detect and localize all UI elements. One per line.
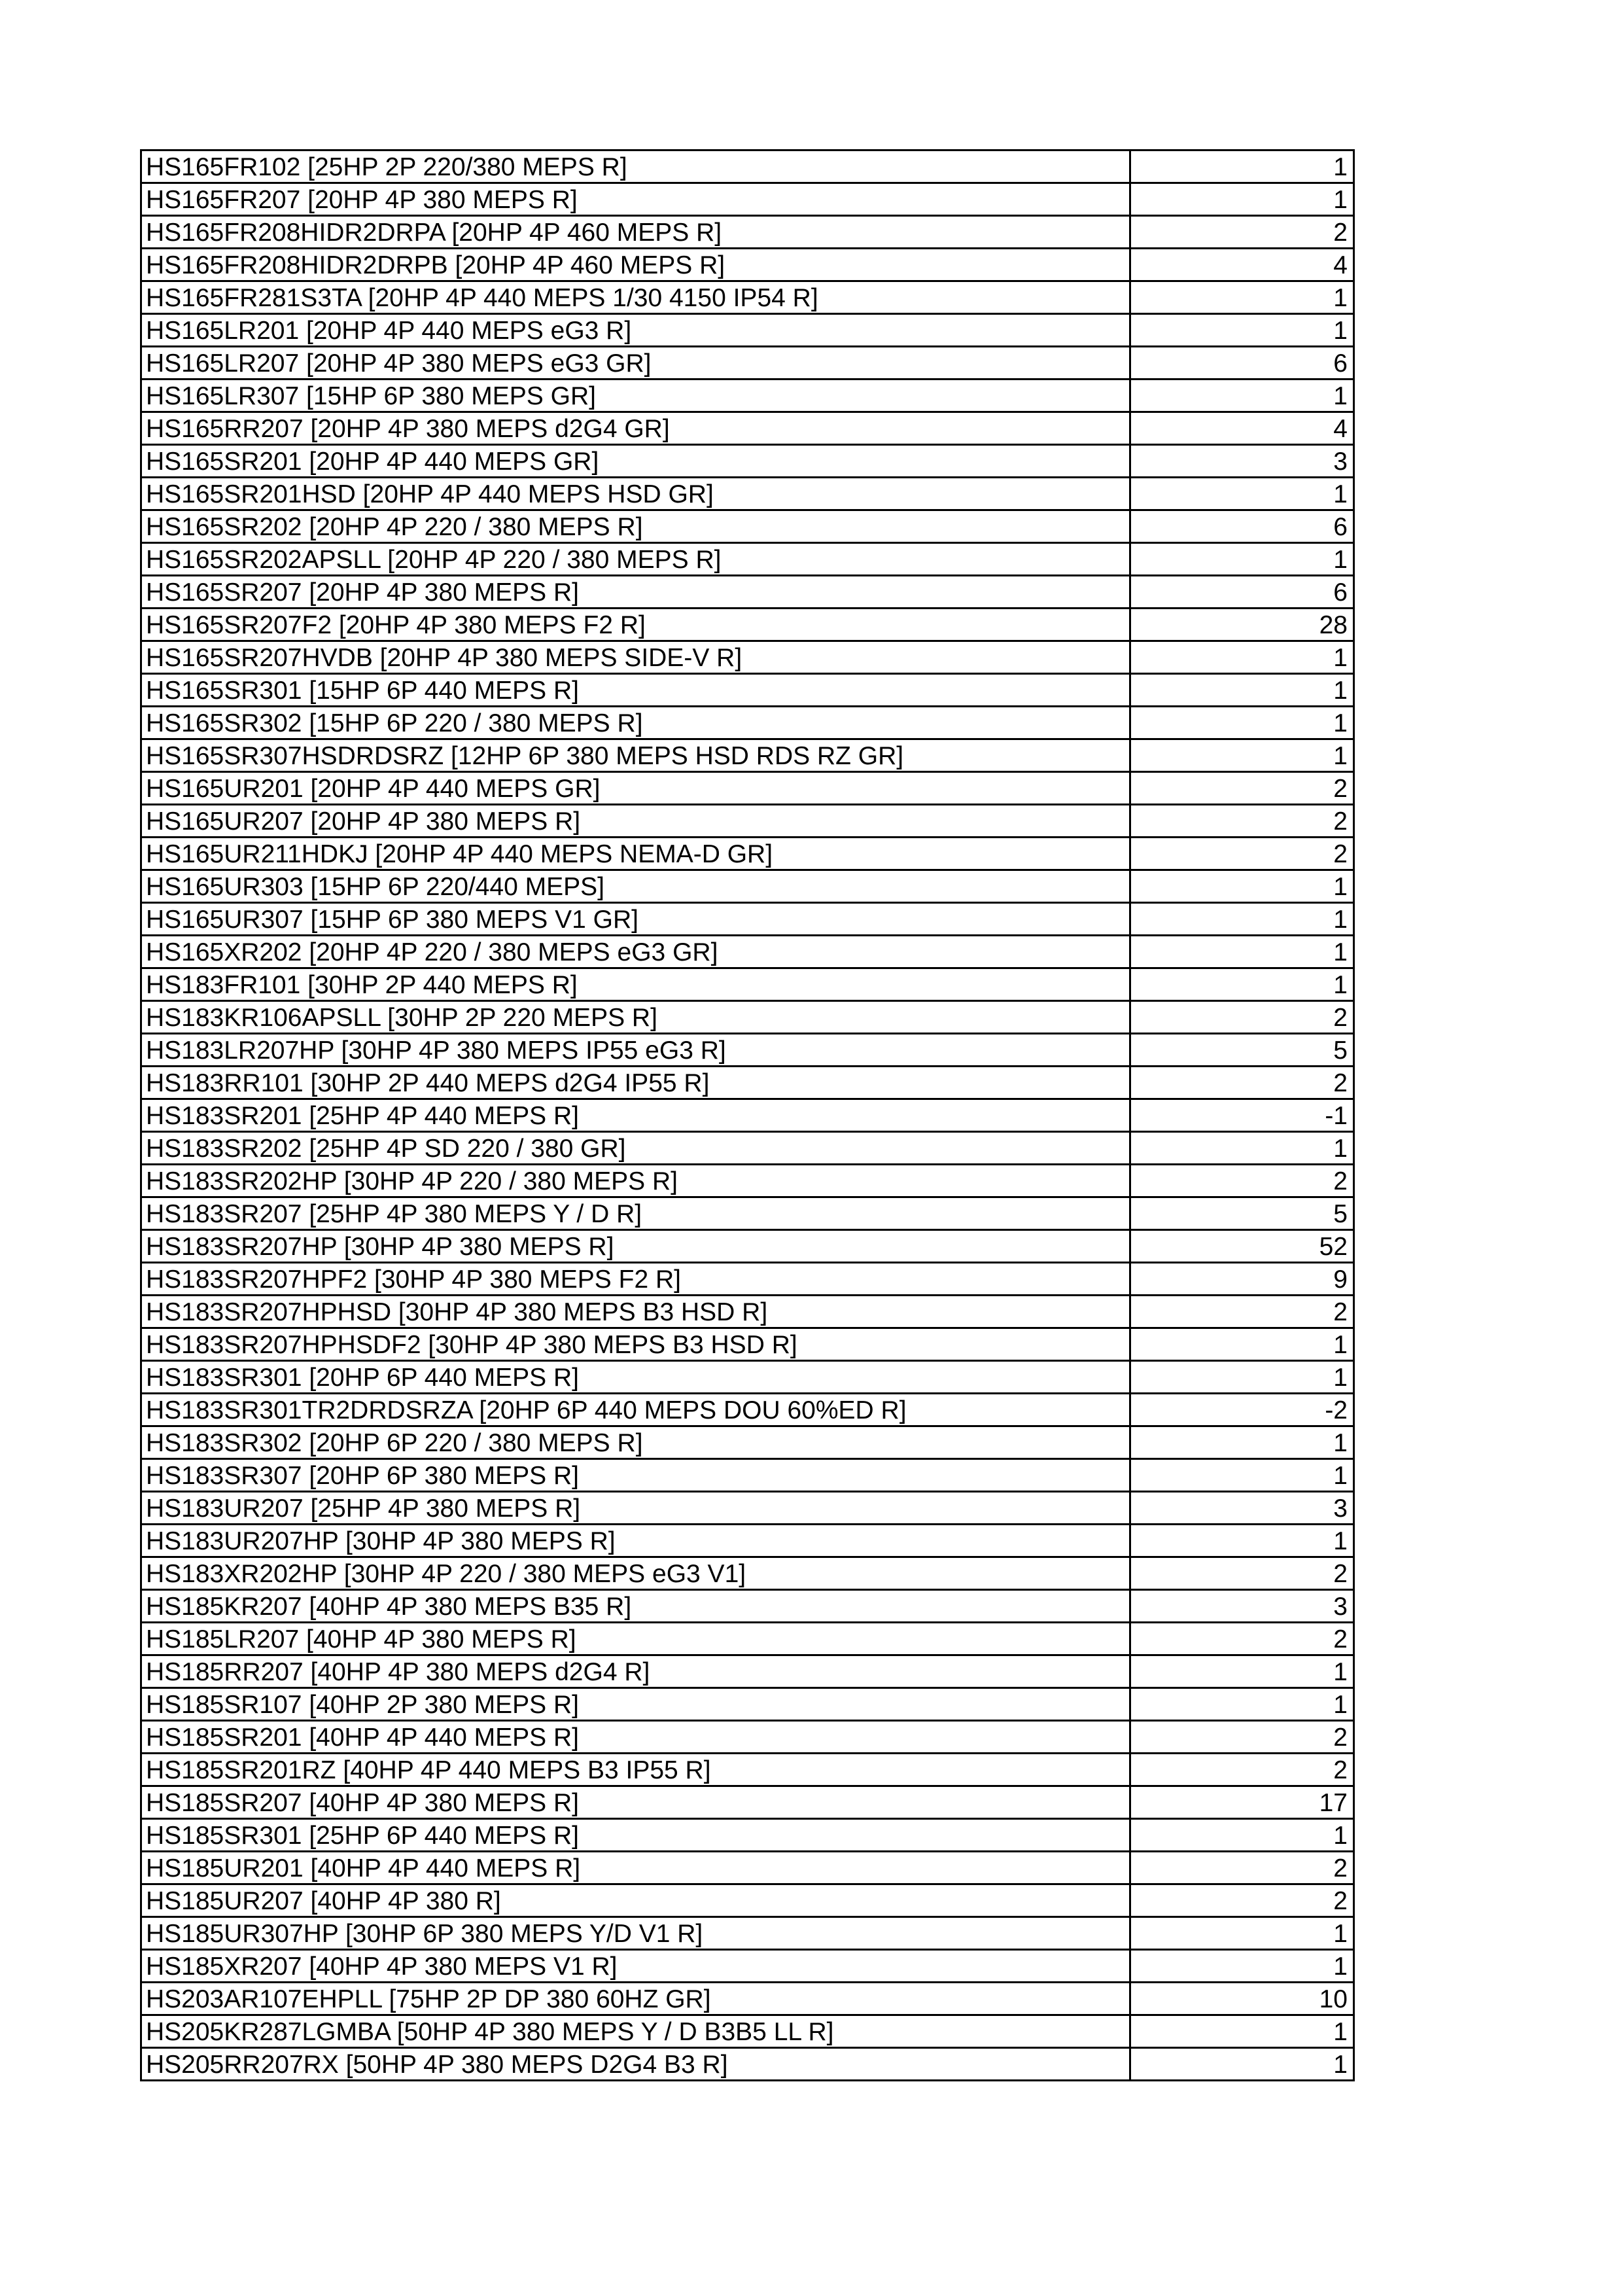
item-description-cell: HS165UR303 [15HP 6P 220/440 MEPS]	[141, 870, 1130, 903]
item-description-cell: HS165FR102 [25HP 2P 220/380 MEPS R]	[141, 150, 1130, 183]
item-description-cell: HS165FR207 [20HP 4P 380 MEPS R]	[141, 183, 1130, 216]
table-row	[141, 1426, 1354, 1459]
item-description-cell: HS165SR307HSDRDSRZ [12HP 6P 380 MEPS HSD RDS RZ GR]	[141, 739, 1130, 772]
table-row	[141, 1754, 1354, 1786]
table-row	[141, 1688, 1354, 1721]
item-quantity-cell: 6	[1130, 576, 1354, 609]
item-quantity-cell: 10	[1130, 1983, 1354, 2015]
table-row	[141, 281, 1354, 314]
item-quantity-cell: 1	[1130, 739, 1354, 772]
table-row	[141, 183, 1354, 216]
item-description-cell: HS183SR301TR2DRDSRZA [20HP 6P 440 MEPS DOU 60%ED R]	[141, 1394, 1130, 1426]
item-quantity-cell: 1	[1130, 1132, 1354, 1165]
item-quantity-cell: 5	[1130, 1197, 1354, 1230]
item-quantity-cell: 2	[1130, 772, 1354, 805]
item-description-cell: HS183SR207HPF2 [30HP 4P 380 MEPS F2 R]	[141, 1263, 1130, 1296]
table-row	[141, 445, 1354, 478]
item-description-cell: HS183FR101 [30HP 2P 440 MEPS R]	[141, 968, 1130, 1001]
inventory-table	[140, 149, 1355, 2081]
table-row	[141, 1983, 1354, 2015]
item-description-cell: HS183SR207HPHSDF2 [30HP 4P 380 MEPS B3 HSD R]	[141, 1328, 1130, 1361]
item-quantity-cell: 2	[1130, 1165, 1354, 1197]
table-row	[141, 2048, 1354, 2081]
table-row	[141, 1001, 1354, 1034]
item-description-cell: HS185KR207 [40HP 4P 380 MEPS B35 R]	[141, 1590, 1130, 1623]
item-description-cell: HS165SR207 [20HP 4P 380 MEPS R]	[141, 576, 1130, 609]
table-row	[141, 478, 1354, 510]
item-quantity-cell: 1	[1130, 1525, 1354, 1557]
item-quantity-cell: 1	[1130, 936, 1354, 968]
item-quantity-cell: 2	[1130, 1623, 1354, 1655]
item-description-cell: HS185UR201 [40HP 4P 440 MEPS R]	[141, 1852, 1130, 1884]
item-quantity-cell: 2	[1130, 838, 1354, 870]
item-description-cell: HS183SR202HP [30HP 4P 220 / 380 MEPS R]	[141, 1165, 1130, 1197]
item-description-cell: HS185UR307HP [30HP 6P 380 MEPS Y/D V1 R]	[141, 1917, 1130, 1950]
item-description-cell: HS183SR201 [25HP 4P 440 MEPS R]	[141, 1099, 1130, 1132]
table-row	[141, 772, 1354, 805]
table-row	[141, 707, 1354, 739]
item-quantity-cell: 1	[1130, 707, 1354, 739]
item-quantity-cell: 4	[1130, 412, 1354, 445]
item-quantity-cell: 2	[1130, 1557, 1354, 1590]
table-row	[141, 1492, 1354, 1525]
table-row	[141, 1165, 1354, 1197]
item-description-cell: HS185SR207 [40HP 4P 380 MEPS R]	[141, 1786, 1130, 1819]
item-quantity-cell: 3	[1130, 1590, 1354, 1623]
table-row	[141, 216, 1354, 249]
item-description-cell: HS185SR201RZ [40HP 4P 440 MEPS B3 IP55 R]	[141, 1754, 1130, 1786]
table-row	[141, 1067, 1354, 1099]
item-description-cell: HS165LR207 [20HP 4P 380 MEPS eG3 GR]	[141, 347, 1130, 380]
table-row	[141, 674, 1354, 707]
item-description-cell: HS165FR208HIDR2DRPA [20HP 4P 460 MEPS R]	[141, 216, 1130, 249]
table-row	[141, 936, 1354, 968]
item-quantity-cell: 1	[1130, 1459, 1354, 1492]
item-description-cell: HS183XR202HP [30HP 4P 220 / 380 MEPS eG3 V1]	[141, 1557, 1130, 1590]
item-quantity-cell: 6	[1130, 510, 1354, 543]
item-description-cell: HS183SR301 [20HP 6P 440 MEPS R]	[141, 1361, 1130, 1394]
table-row	[141, 1132, 1354, 1165]
table-row	[141, 838, 1354, 870]
table-row	[141, 1590, 1354, 1623]
table-row	[141, 1197, 1354, 1230]
table-row	[141, 1361, 1354, 1394]
item-quantity-cell: 2	[1130, 1754, 1354, 1786]
item-description-cell: HS183UR207HP [30HP 4P 380 MEPS R]	[141, 1525, 1130, 1557]
table-row	[141, 1819, 1354, 1852]
item-quantity-cell: 1	[1130, 1688, 1354, 1721]
table-row	[141, 576, 1354, 609]
item-quantity-cell: 1	[1130, 543, 1354, 576]
item-description-cell: HS203AR107EHPLL [75HP 2P DP 380 60HZ GR]	[141, 1983, 1130, 2015]
item-description-cell: HS165SR201HSD [20HP 4P 440 MEPS HSD GR]	[141, 478, 1130, 510]
table-row	[141, 1950, 1354, 1983]
item-description-cell: HS183SR307 [20HP 6P 380 MEPS R]	[141, 1459, 1130, 1492]
table-row	[141, 543, 1354, 576]
item-description-cell: HS165UR201 [20HP 4P 440 MEPS GR]	[141, 772, 1130, 805]
item-description-cell: HS183SR207HP [30HP 4P 380 MEPS R]	[141, 1230, 1130, 1263]
item-quantity-cell: 3	[1130, 445, 1354, 478]
table-row	[141, 1099, 1354, 1132]
table-row	[141, 1296, 1354, 1328]
table-row	[141, 380, 1354, 412]
item-quantity-cell: 1	[1130, 674, 1354, 707]
table-row	[141, 641, 1354, 674]
table-row	[141, 1917, 1354, 1950]
table-row	[141, 1786, 1354, 1819]
item-description-cell: HS205RR207RX [50HP 4P 380 MEPS D2G4 B3 R]	[141, 2048, 1130, 2081]
item-description-cell: HS185RR207 [40HP 4P 380 MEPS d2G4 R]	[141, 1655, 1130, 1688]
item-quantity-cell: 2	[1130, 216, 1354, 249]
item-description-cell: HS185UR207 [40HP 4P 380 R]	[141, 1884, 1130, 1917]
item-quantity-cell: 1	[1130, 1328, 1354, 1361]
item-quantity-cell: 1	[1130, 281, 1354, 314]
table-row	[141, 1230, 1354, 1263]
item-description-cell: HS183SR302 [20HP 6P 220 / 380 MEPS R]	[141, 1426, 1130, 1459]
item-description-cell: HS205KR287LGMBA [50HP 4P 380 MEPS Y / D B3B5 LL R]	[141, 2015, 1130, 2048]
item-description-cell: HS165FR208HIDR2DRPB [20HP 4P 460 MEPS R]	[141, 249, 1130, 281]
table-row	[141, 1394, 1354, 1426]
table-row	[141, 314, 1354, 347]
table-row	[141, 1328, 1354, 1361]
table-row	[141, 1525, 1354, 1557]
item-quantity-cell: 2	[1130, 1067, 1354, 1099]
item-description-cell: HS165RR207 [20HP 4P 380 MEPS d2G4 GR]	[141, 412, 1130, 445]
item-description-cell: HS165SR207F2 [20HP 4P 380 MEPS F2 R]	[141, 609, 1130, 641]
table-row	[141, 510, 1354, 543]
item-description-cell: HS183KR106APSLL [30HP 2P 220 MEPS R]	[141, 1001, 1130, 1034]
item-quantity-cell: 1	[1130, 1361, 1354, 1394]
item-quantity-cell: 1	[1130, 183, 1354, 216]
item-quantity-cell: 1	[1130, 380, 1354, 412]
table-row	[141, 1459, 1354, 1492]
item-quantity-cell: 1	[1130, 1917, 1354, 1950]
table-row	[141, 1655, 1354, 1688]
item-quantity-cell: 1	[1130, 968, 1354, 1001]
item-description-cell: HS165SR201 [20HP 4P 440 MEPS GR]	[141, 445, 1130, 478]
item-quantity-cell: 1	[1130, 2015, 1354, 2048]
item-quantity-cell: 2	[1130, 1852, 1354, 1884]
item-description-cell: HS185SR301 [25HP 6P 440 MEPS R]	[141, 1819, 1130, 1852]
table-row	[141, 805, 1354, 838]
item-description-cell: HS165XR202 [20HP 4P 220 / 380 MEPS eG3 GR]	[141, 936, 1130, 968]
table-row	[141, 1884, 1354, 1917]
item-quantity-cell: 1	[1130, 641, 1354, 674]
table-row	[141, 1721, 1354, 1754]
item-quantity-cell: 1	[1130, 1950, 1354, 1983]
item-quantity-cell: 2	[1130, 805, 1354, 838]
item-description-cell: HS165SR207HVDB [20HP 4P 380 MEPS SIDE-V R]	[141, 641, 1130, 674]
item-quantity-cell: 6	[1130, 347, 1354, 380]
item-description-cell: HS185SR107 [40HP 2P 380 MEPS R]	[141, 1688, 1130, 1721]
item-description-cell: HS183LR207HP [30HP 4P 380 MEPS IP55 eG3 R]	[141, 1034, 1130, 1067]
item-description-cell: HS183UR207 [25HP 4P 380 MEPS R]	[141, 1492, 1130, 1525]
table-row	[141, 347, 1354, 380]
item-description-cell: HS165SR202APSLL [20HP 4P 220 / 380 MEPS R]	[141, 543, 1130, 576]
item-description-cell: HS185LR207 [40HP 4P 380 MEPS R]	[141, 1623, 1130, 1655]
table-row	[141, 1263, 1354, 1296]
item-description-cell: HS185XR207 [40HP 4P 380 MEPS V1 R]	[141, 1950, 1130, 1983]
table-row	[141, 2015, 1354, 2048]
table-row	[141, 1623, 1354, 1655]
item-quantity-cell: 1	[1130, 903, 1354, 936]
item-quantity-cell: -2	[1130, 1394, 1354, 1426]
table-row	[141, 150, 1354, 183]
item-description-cell: HS165SR301 [15HP 6P 440 MEPS R]	[141, 674, 1130, 707]
item-quantity-cell: 2	[1130, 1884, 1354, 1917]
item-description-cell: HS185SR201 [40HP 4P 440 MEPS R]	[141, 1721, 1130, 1754]
table-row	[141, 1557, 1354, 1590]
table-row	[141, 739, 1354, 772]
item-quantity-cell: 1	[1130, 1819, 1354, 1852]
item-quantity-cell: 9	[1130, 1263, 1354, 1296]
item-quantity-cell: 17	[1130, 1786, 1354, 1819]
item-quantity-cell: 1	[1130, 1426, 1354, 1459]
item-quantity-cell: 2	[1130, 1296, 1354, 1328]
table-row	[141, 1034, 1354, 1067]
item-quantity-cell: 28	[1130, 609, 1354, 641]
item-description-cell: HS165LR201 [20HP 4P 440 MEPS eG3 R]	[141, 314, 1130, 347]
item-quantity-cell: -1	[1130, 1099, 1354, 1132]
item-description-cell: HS165UR207 [20HP 4P 380 MEPS R]	[141, 805, 1130, 838]
item-description-cell: HS183RR101 [30HP 2P 440 MEPS d2G4 IP55 R]	[141, 1067, 1130, 1099]
item-description-cell: HS165SR302 [15HP 6P 220 / 380 MEPS R]	[141, 707, 1130, 739]
item-quantity-cell: 5	[1130, 1034, 1354, 1067]
table-row	[141, 870, 1354, 903]
inventory-table-body	[141, 150, 1354, 2081]
item-description-cell: HS183SR207HPHSD [30HP 4P 380 MEPS B3 HSD R]	[141, 1296, 1130, 1328]
item-description-cell: HS165UR307 [15HP 6P 380 MEPS V1 GR]	[141, 903, 1130, 936]
table-row	[141, 412, 1354, 445]
item-quantity-cell: 4	[1130, 249, 1354, 281]
item-quantity-cell: 1	[1130, 314, 1354, 347]
table-row	[141, 609, 1354, 641]
item-quantity-cell: 52	[1130, 1230, 1354, 1263]
item-quantity-cell: 2	[1130, 1721, 1354, 1754]
table-row	[141, 1852, 1354, 1884]
item-description-cell: HS165SR202 [20HP 4P 220 / 380 MEPS R]	[141, 510, 1130, 543]
item-description-cell: HS183SR202 [25HP 4P SD 220 / 380 GR]	[141, 1132, 1130, 1165]
item-quantity-cell: 1	[1130, 1655, 1354, 1688]
table-row	[141, 968, 1354, 1001]
item-quantity-cell: 1	[1130, 870, 1354, 903]
item-description-cell: HS183SR207 [25HP 4P 380 MEPS Y / D R]	[141, 1197, 1130, 1230]
item-quantity-cell: 3	[1130, 1492, 1354, 1525]
item-quantity-cell: 2	[1130, 1001, 1354, 1034]
table-row	[141, 903, 1354, 936]
item-description-cell: HS165LR307 [15HP 6P 380 MEPS GR]	[141, 380, 1130, 412]
item-quantity-cell: 1	[1130, 150, 1354, 183]
item-quantity-cell: 1	[1130, 2048, 1354, 2081]
item-description-cell: HS165UR211HDKJ [20HP 4P 440 MEPS NEMA-D GR]	[141, 838, 1130, 870]
table-row	[141, 249, 1354, 281]
item-description-cell: HS165FR281S3TA [20HP 4P 440 MEPS 1/30 4150 IP54 R]	[141, 281, 1130, 314]
item-quantity-cell: 1	[1130, 478, 1354, 510]
